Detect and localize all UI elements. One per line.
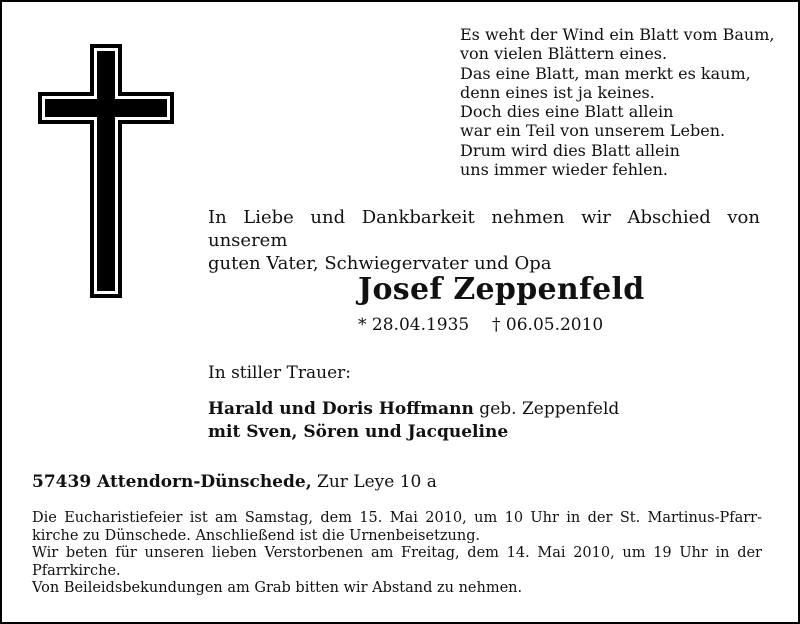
mourning-label: In stiller Trauer: xyxy=(208,363,351,383)
death-date: † 06.05.2010 xyxy=(492,315,604,335)
deceased-name: Josef Zeppenfeld xyxy=(358,272,645,307)
poem-line: denn eines ist ja keines. xyxy=(460,82,655,102)
intro-text xyxy=(208,206,760,275)
service-info xyxy=(32,510,762,598)
poem-line: Das eine Blatt, man merkt es kaum, xyxy=(460,63,751,83)
address xyxy=(32,472,437,492)
service-line: Die Eucharistiefeier ist am Samstag, dem 15. Mai 2010, um 10 Uhr in der St. Martinus-Pfarr- xyxy=(32,510,762,526)
poem xyxy=(460,25,774,179)
service-line: Pfarrkirche. xyxy=(32,562,121,579)
family-line-1 xyxy=(208,399,619,419)
address-city: 57439 Attendorn-Dünschede, xyxy=(32,472,312,492)
poem-line: Doch dies eine Blatt allein xyxy=(460,102,674,122)
intro-line-1: In Liebe und Dankbarkeit nehmen wir Abschied von unserem xyxy=(208,207,760,251)
service-line: Von Beileidsbekundungen am Grab bitten wir Abstand zu nehmen. xyxy=(32,580,523,596)
service-line: kirche zu Dünschede. Anschließend ist die Urnenbeisetzung. xyxy=(32,527,481,544)
cross-icon xyxy=(36,42,176,300)
service-line: Wir beten für unseren lieben Verstorbenen am Freitag, dem 14. Mai 2010, um 19 Uhr in der xyxy=(32,545,762,561)
poem-line: uns immer wieder fehlen. xyxy=(460,160,668,180)
family-maiden-name: geb. Zeppenfeld xyxy=(473,399,620,419)
family-names: Harald und Doris Hoffmann xyxy=(208,399,474,419)
family-children: mit Sven, Sören und Jacqueline xyxy=(208,422,509,442)
poem-line: war ein Teil von unserem Leben. xyxy=(460,121,726,141)
poem-line: Es weht der Wind ein Blatt vom Baum, xyxy=(460,25,775,44)
address-street: Zur Leye 10 a xyxy=(311,472,437,492)
intro-line-2: guten Vater, Schwiegervater und Opa xyxy=(208,253,552,274)
poem-line: Drum wird dies Blatt allein xyxy=(460,140,680,160)
poem-line: von vielen Blättern eines. xyxy=(460,44,668,64)
birth-date: * 28.04.1935 xyxy=(358,315,470,335)
